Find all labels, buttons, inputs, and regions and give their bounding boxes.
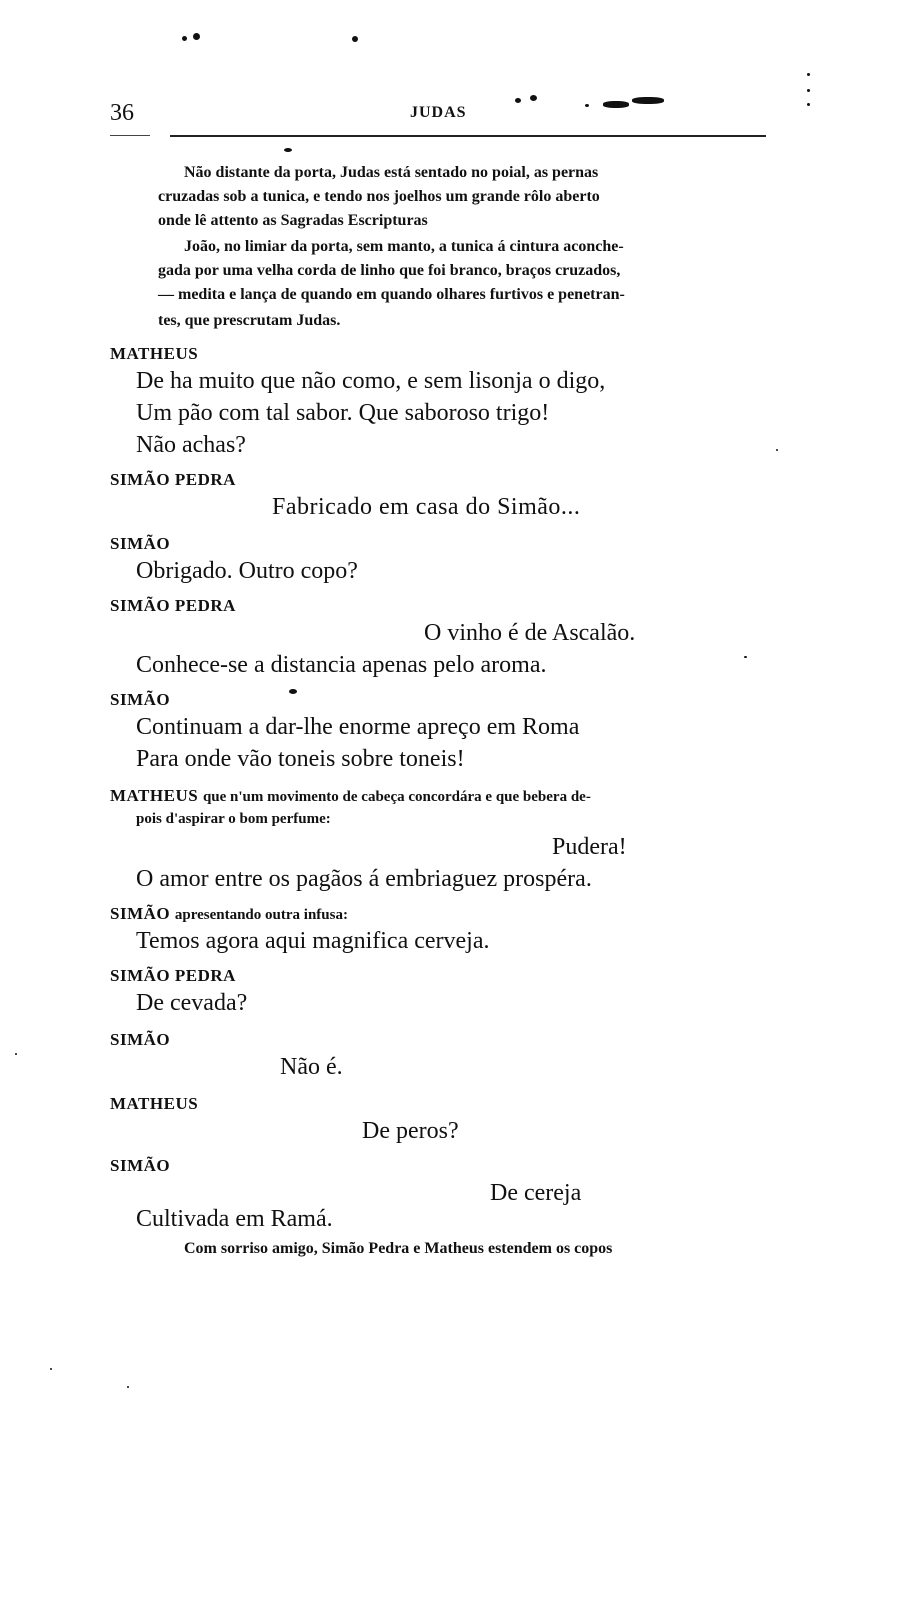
verse-line: De cereja	[490, 1180, 582, 1206]
verse-line: Para onde vão toneis sobre toneis!	[136, 746, 465, 772]
scan-speck	[776, 449, 778, 451]
scan-speck	[193, 33, 200, 40]
scan-speck	[632, 97, 664, 104]
speaker-name: MATHEUS	[110, 344, 199, 363]
speaker-name: SIMÃO	[110, 904, 171, 923]
verse-line: Conhece-se a distancia apenas pelo aroma.	[136, 652, 547, 678]
speaker-name: SIMÃO PEDRA	[110, 596, 236, 615]
scan-speck	[15, 1053, 17, 1055]
speaker-name: SIMÃO	[110, 690, 171, 709]
verse-line: Temos agora aqui magnifica cerveja.	[136, 928, 490, 954]
speaker-name: SIMÃO	[110, 1156, 171, 1175]
scan-speck	[515, 98, 521, 103]
scan-speck	[127, 1386, 129, 1388]
scan-speck	[352, 36, 358, 42]
speaker-name: SIMÃO PEDRA	[110, 470, 236, 489]
scan-speck	[807, 89, 810, 92]
page-number: 36	[110, 100, 134, 126]
stage-direction-line: tes, que prescrutam Judas.	[158, 312, 341, 329]
scan-speck	[603, 101, 629, 108]
scan-speck	[530, 95, 537, 101]
stage-direction-line: cruzadas sob a tunica, e tendo nos joelhos um grande rôlo aberto	[158, 188, 600, 205]
verse-line: De peros?	[362, 1118, 459, 1144]
verse-line: O vinho é de Ascalão.	[424, 620, 636, 646]
speaker-name: SIMÃO	[110, 534, 171, 553]
stage-direction-line: gada por uma velha corda de linho que foi branco, braços cruzados,	[158, 262, 621, 279]
speaker-name: MATHEUS	[110, 786, 199, 805]
scan-speck	[284, 148, 292, 152]
stage-cue: apresentando outra infusa:	[174, 907, 348, 923]
verse-line: Não é.	[280, 1054, 343, 1080]
stage-cue: que n'um movimento de cabeça concordára e que bebera de-	[202, 789, 591, 805]
stage-cue: pois d'aspirar o bom perfume:	[136, 811, 331, 827]
verse-line: Não achas?	[136, 432, 246, 458]
verse-line: Continuam a dar-lhe enorme apreço em Roma	[136, 714, 580, 740]
stage-direction-line: — medita e lança de quando em quando olhares furtivos e penetran-	[158, 286, 625, 303]
verse-line: De cevada?	[136, 990, 248, 1016]
verse-line: De ha muito que não como, e sem lisonja o digo,	[136, 368, 606, 394]
verse-line: Um pão com tal sabor. Que saboroso trigo!	[136, 400, 550, 426]
running-title: JUDAS	[410, 104, 467, 121]
speaker-name: SIMÃO PEDRA	[110, 966, 236, 985]
stage-direction-line: Não distante da porta, Judas está sentado no poial, as pernas	[184, 164, 599, 181]
stage-direction-line: onde lê attento as Sagradas Escripturas	[158, 212, 428, 229]
scan-speck	[289, 689, 297, 694]
scan-speck	[807, 73, 810, 76]
speaker-name: SIMÃO	[110, 1030, 171, 1049]
header-rule-left	[110, 135, 150, 136]
verse-line: Cultivada em Ramá.	[136, 1206, 333, 1232]
verse-line: Fabricado em casa do Simão...	[272, 494, 581, 520]
scan-speck	[585, 104, 589, 107]
stage-direction-line: João, no limiar da porta, sem manto, a tunica á cintura aconche-	[184, 238, 624, 255]
verse-line: Pudera!	[552, 834, 627, 860]
scan-speck	[744, 656, 747, 658]
scan-speck	[807, 103, 810, 106]
speaker-with-cue	[110, 904, 348, 924]
verse-line: Obrigado. Outro copo?	[136, 558, 358, 584]
closing-stage-direction: Com sorriso amigo, Simão Pedra e Matheus estendem os copos	[184, 1240, 613, 1257]
scan-speck	[182, 36, 187, 41]
scan-speck	[50, 1368, 52, 1370]
header-rule	[170, 135, 766, 137]
speaker-name: MATHEUS	[110, 1094, 199, 1113]
verse-line: O amor entre os pagãos á embriaguez prospéra.	[136, 866, 592, 892]
speaker-with-cue	[110, 786, 591, 806]
